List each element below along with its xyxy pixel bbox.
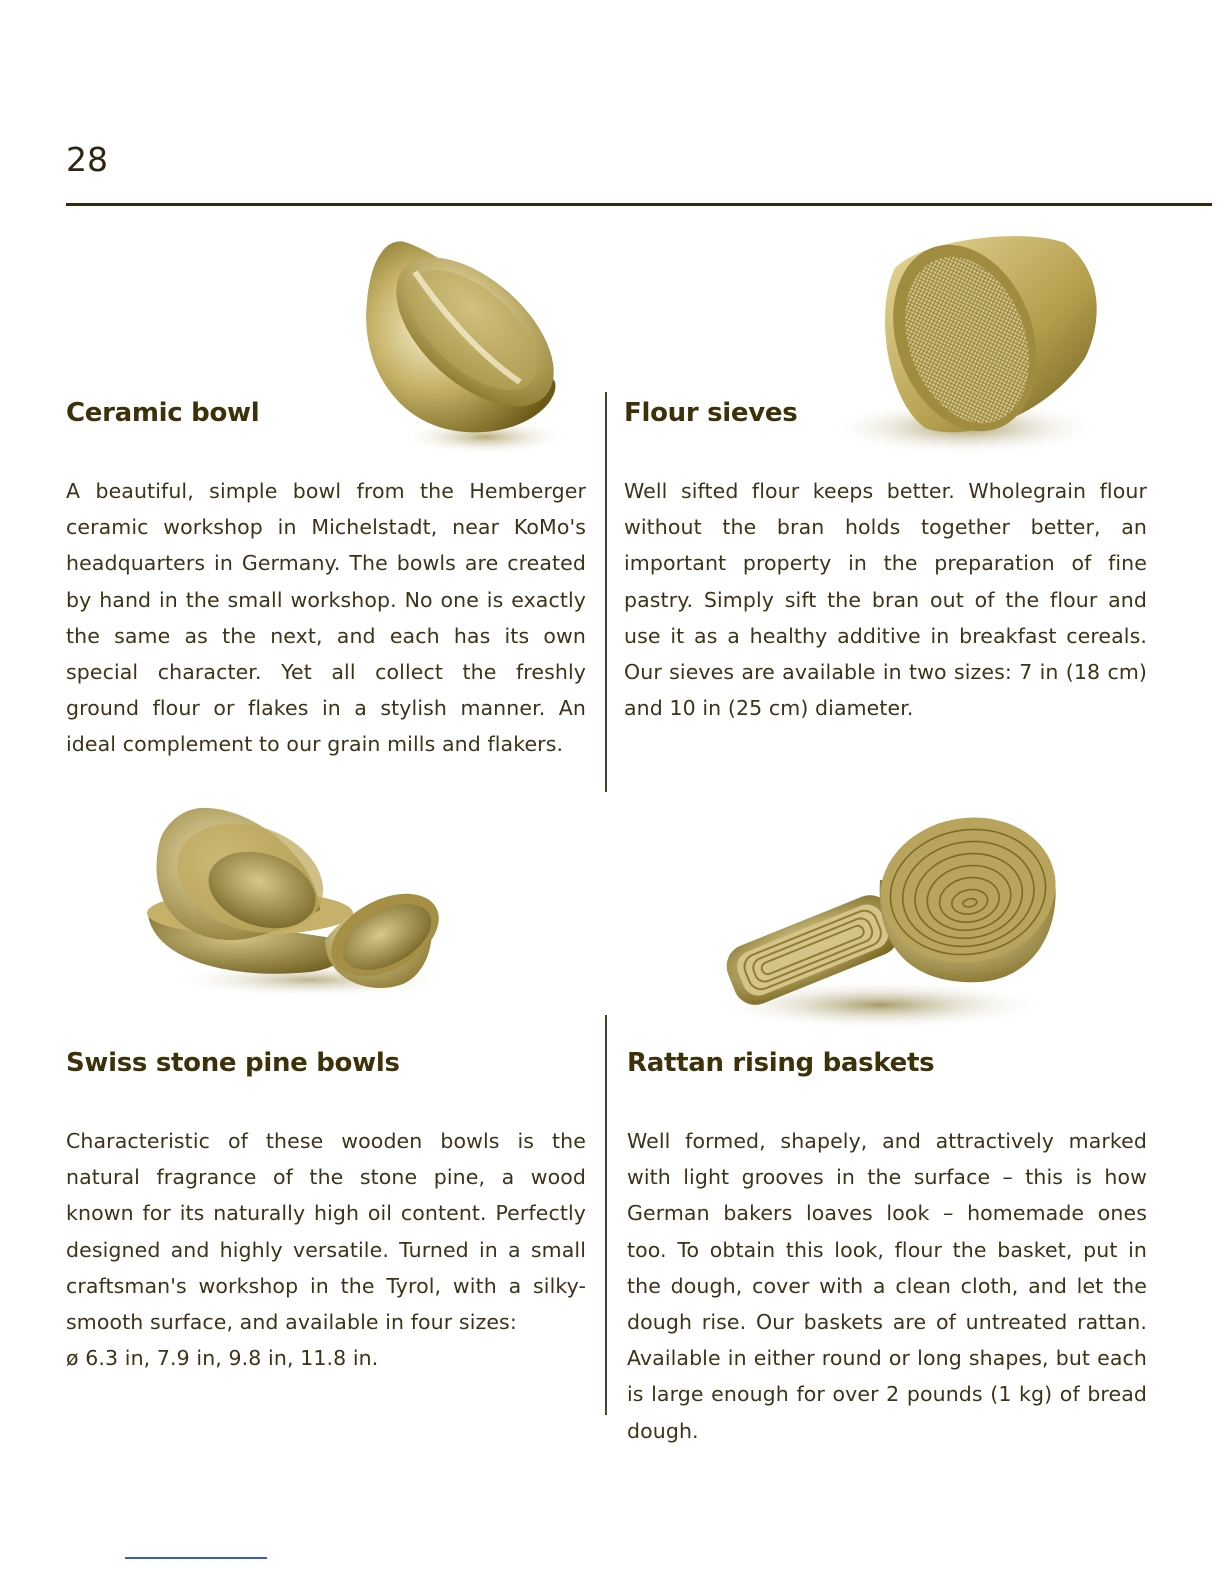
pine-bowls-sizes: ø 6.3 in, 7.9 in, 9.8 in, 11.8 in. bbox=[66, 1346, 379, 1370]
pine-bowls-title: Swiss stone pine bowls bbox=[66, 1048, 400, 1078]
rattan-baskets-photo bbox=[700, 810, 1080, 1040]
flour-sieves-title: Flour sieves bbox=[624, 398, 798, 428]
header-rule bbox=[66, 203, 1212, 206]
pine-bowls-photo bbox=[140, 800, 450, 1000]
pine-bowls-description: Characteristic of these wooden bowls is the natural fragrance of the stone pine, a wood known for its naturally high oil content. Perfectly designed and highly versatile. Turned in a small craftsman's workshop in the Tyrol, with a silky-smooth surface, and available in four sizes: bbox=[66, 1129, 586, 1335]
footer-link-underline bbox=[125, 1557, 267, 1559]
column-divider-top bbox=[605, 392, 607, 792]
rattan-baskets-title: Rattan rising baskets bbox=[627, 1048, 935, 1078]
flour-sieve-photo bbox=[815, 228, 1115, 468]
ceramic-bowl-description: A beautiful, simple bowl from the Hemberger ceramic workshop in Michelstadt, near KoMo's headquarters in Germany. The bowls are created by hand in the small workshop. No one is exactly the same as the next, and each has its own special character. Yet all collect the freshly ground flour or flakes in a stylish manner. An ideal complement to our grain mills and flakers. bbox=[66, 479, 586, 757]
column-divider-bottom bbox=[605, 1015, 607, 1415]
page-number: 28 bbox=[66, 140, 108, 179]
flour-sieves-description: Well sifted flour keeps better. Wholegrain flour without the bran holds together better, an important property in the preparation of fine pastry. Simply sift the bran out of the flour and use it as a healthy additive in breakfast cereals. Our sieves are available in two sizes: 7 in (18 cm) and 10 in (25 cm) diameter. bbox=[624, 479, 1147, 721]
ceramic-bowl-title: Ceramic bowl bbox=[66, 398, 260, 428]
rattan-baskets-description: Well formed, shapely, and attractively marked with light grooves in the surface – this is how German bakers loaves look – homemade ones too. To obtain this look, flour the basket, put in the dough, cover with a clean cloth, and let the dough rise. Our baskets are of untreated rattan. Available in either round or long shapes, but each is large enough for over 2 pounds (1 kg) of bread dough. bbox=[627, 1129, 1147, 1443]
ceramic-bowl-photo bbox=[355, 232, 570, 462]
